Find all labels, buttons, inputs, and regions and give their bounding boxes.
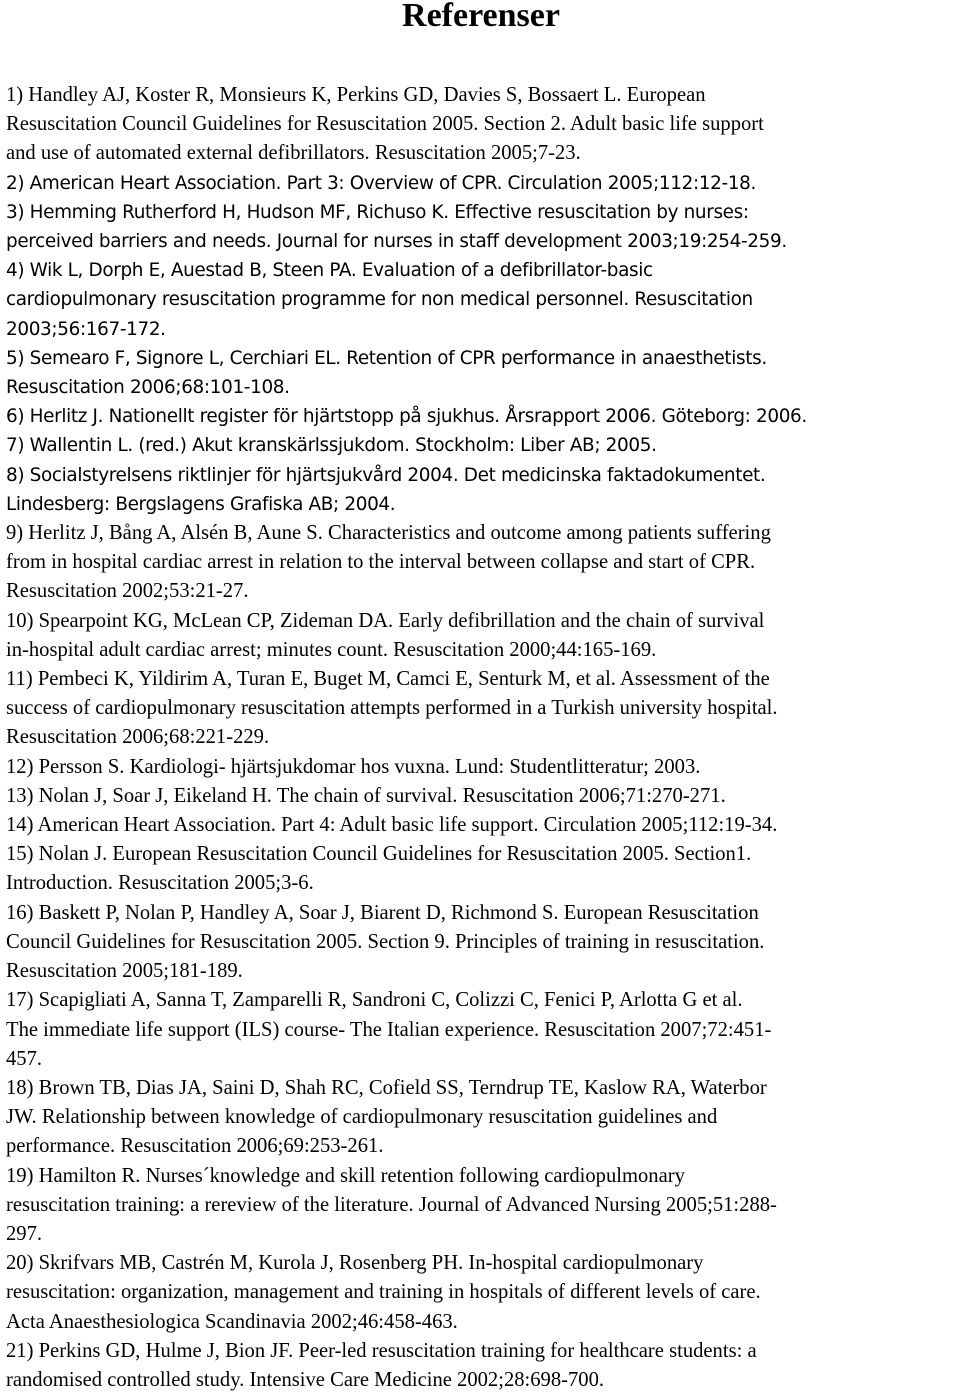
reference-item bbox=[6, 840, 956, 898]
reference-item bbox=[6, 607, 956, 665]
reference-line: Resuscitation 2002;53:21-27. bbox=[6, 580, 249, 603]
reference-item bbox=[6, 811, 956, 840]
reference-line: 4) Wik L, Dorph E, Auestad B, Steen PA. Evaluation of a defibrillator-basic bbox=[6, 260, 653, 282]
reference-item bbox=[6, 461, 956, 519]
reference-line: 19) Hamilton R. Nurses´knowledge and skill retention following cardiopulmonary bbox=[6, 1164, 685, 1187]
reference-line: 457. bbox=[6, 1047, 43, 1070]
reference-line: 21) Perkins GD, Hulme J, Bion JF. Peer-led resuscitation training for healthcare students: a bbox=[6, 1339, 757, 1362]
reference-line: perceived barriers and needs. Journal for nurses in staff development 2003;19:254-259. bbox=[6, 231, 787, 253]
reference-line: from in hospital cardiac arrest in relation to the interval between collapse and start of CPR. bbox=[6, 551, 756, 574]
reference-line: 1) Handley AJ, Koster R, Monsieurs K, Perkins GD, Davies S, Bossaert L. European bbox=[6, 84, 706, 106]
reference-line: randomised controlled study. Intensive Care Medicine 2002;28:698-700. bbox=[6, 1368, 605, 1391]
reference-item bbox=[6, 402, 956, 431]
reference-line: Resuscitation 2006;68:101-108. bbox=[6, 377, 290, 399]
reference-line: 17) Scapigliati A, Sanna T, Zamparelli R, Sandroni C, Colizzi C, Fenici P, Arlotta G et al. bbox=[6, 989, 743, 1012]
reference-line: 16) Baskett P, Nolan P, Handley A, Soar J, Biarent D, Richmond S. European Resuscitation bbox=[6, 901, 759, 924]
reference-line: 297. bbox=[6, 1222, 43, 1245]
reference-item bbox=[6, 1074, 956, 1162]
reference-line: success of cardiopulmonary resuscitation attempts performed in a Turkish university hospital. bbox=[6, 697, 778, 720]
reference-line: 9) Herlitz J, Bång A, Alsén B, Aune S. Characteristics and outcome among patients suffering bbox=[6, 522, 771, 545]
reference-line: 12) Persson S. Kardiologi- hjärtsjukdomar hos vuxna. Lund: Studentlitteratur; 2003. bbox=[6, 755, 701, 778]
reference-item bbox=[6, 256, 956, 344]
reference-line: 3) Hemming Rutherford H, Hudson MF, Richuso K. Effective resuscitation by nurses: bbox=[6, 201, 749, 223]
reference-line: 20) Skrifvars MB, Castrén M, Kurola J, Rosenberg PH. In-hospital cardiopulmonary bbox=[6, 1252, 704, 1275]
reference-line: 18) Brown TB, Dias JA, Saini D, Shah RC, Cofield SS, Terndrup TE, Kaslow RA, Waterbor bbox=[6, 1076, 767, 1099]
reference-line: Resuscitation 2005;181-189. bbox=[6, 960, 243, 983]
page-title: Referenser bbox=[402, 0, 560, 34]
reference-item bbox=[6, 431, 956, 460]
reference-line: Resuscitation Council Guidelines for Resuscitation 2005. Section 2. Adult basic life support bbox=[6, 113, 764, 136]
reference-line: in-hospital adult cardiac arrest; minutes count. Resuscitation 2000;44:165-169. bbox=[6, 638, 657, 661]
reference-line: resuscitation: organization, management and training in hospitals of different levels of care. bbox=[6, 1281, 761, 1304]
reference-item bbox=[6, 519, 956, 607]
reference-line: 5) Semearo F, Signore L, Cerchiari EL. Retention of CPR performance in anaesthetists. bbox=[6, 347, 767, 369]
reference-item bbox=[6, 899, 956, 987]
document-page bbox=[6, 0, 956, 1391]
reference-line: 11) Pembeci K, Yildirim A, Turan E, Buget M, Camci E, Senturk M, et al. Assessment of the bbox=[6, 668, 770, 691]
reference-item bbox=[6, 1162, 956, 1250]
reference-line: 6) Herlitz J. Nationellt register för hjärtstopp på sjukhus. Årsrapport 2006. Göteborg: 2006. bbox=[6, 406, 807, 428]
reference-line: 7) Wallentin L. (red.) Akut kranskärlssjukdom. Stockholm: Liber AB; 2005. bbox=[6, 435, 657, 457]
reference-list bbox=[6, 81, 956, 1395]
reference-item bbox=[6, 986, 956, 1074]
reference-line: 2003;56:167-172. bbox=[6, 318, 166, 340]
reference-line: and use of automated external defibrillators. Resuscitation 2005;7-23. bbox=[6, 142, 581, 165]
reference-line: cardiopulmonary resuscitation programme for non medical personnel. Resuscitation bbox=[6, 289, 753, 311]
reference-line: performance. Resuscitation 2006;69:253-261. bbox=[6, 1135, 384, 1158]
reference-line: resuscitation training: a rereview of the literature. Journal of Advanced Nursing 2005;51:288- bbox=[6, 1193, 777, 1216]
reference-line: 13) Nolan J, Soar J, Eikeland H. The chain of survival. Resuscitation 2006;71:270-271. bbox=[6, 784, 726, 807]
reference-item bbox=[6, 198, 956, 256]
reference-item bbox=[6, 81, 956, 169]
reference-item bbox=[6, 753, 956, 782]
reference-line: 10) Spearpoint KG, McLean CP, Zideman DA. Early defibrillation and the chain of survival bbox=[6, 609, 765, 632]
reference-line: 14) American Heart Association. Part 4: Adult basic life support. Circulation 2005;112:19-34. bbox=[6, 814, 778, 837]
reference-line: 2) American Heart Association. Part 3: Overview of CPR. Circulation 2005;112:12-18. bbox=[6, 172, 757, 194]
reference-line: Council Guidelines for Resuscitation 2005. Section 9. Principles of training in resuscitation. bbox=[6, 930, 765, 953]
reference-item bbox=[6, 1249, 956, 1337]
reference-line: The immediate life support (ILS) course- The Italian experience. Resuscitation 2007;72:451- bbox=[6, 1018, 772, 1041]
reference-line: 15) Nolan J. European Resuscitation Council Guidelines for Resuscitation 2005. Section1. bbox=[6, 843, 752, 866]
reference-line: JW. Relationship between knowledge of cardiopulmonary resuscitation guidelines and bbox=[6, 1106, 718, 1129]
reference-line: Lindesberg: Bergslagens Grafiska AB; 2004. bbox=[6, 493, 396, 515]
reference-item bbox=[6, 665, 956, 753]
reference-item bbox=[6, 782, 956, 811]
reference-item bbox=[6, 344, 956, 402]
reference-item bbox=[6, 169, 956, 198]
reference-line: Acta Anaesthesiologica Scandinavia 2002;46:458-463. bbox=[6, 1310, 458, 1333]
reference-item bbox=[6, 1337, 956, 1395]
reference-line: 8) Socialstyrelsens riktlinjer för hjärtsjukvård 2004. Det medicinska faktadokumentet. bbox=[6, 464, 766, 486]
reference-line: Resuscitation 2006;68:221-229. bbox=[6, 726, 270, 749]
reference-line: Introduction. Resuscitation 2005;3-6. bbox=[6, 872, 314, 895]
